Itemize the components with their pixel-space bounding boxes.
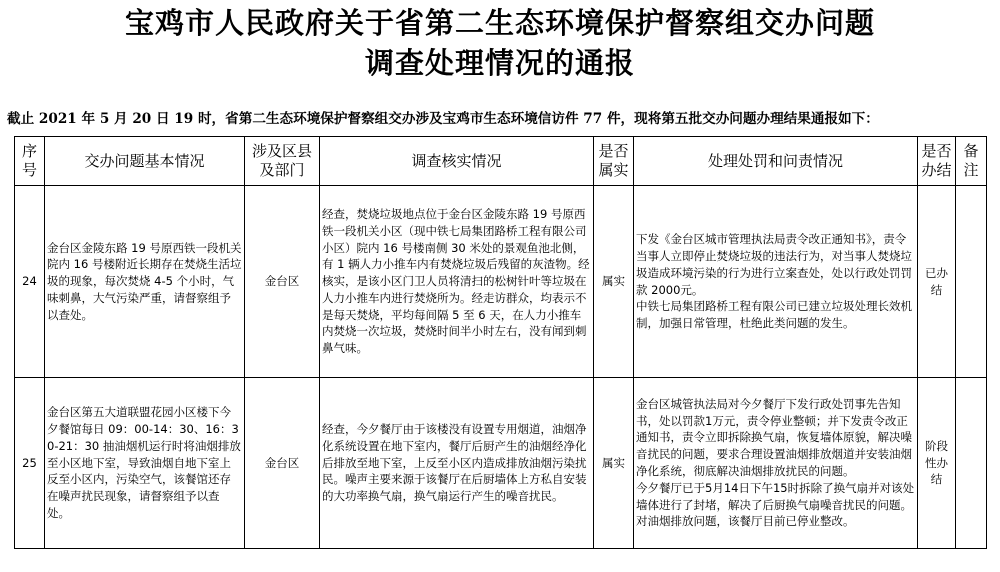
table-row <box>15 186 987 378</box>
cell-note <box>956 186 987 378</box>
cell-investigation: 经查，今夕餐厅由于该楼没有设置专用烟道，油烟净化系统设置在地下室内，餐厅后厨产生的油烟经净化后排放至地下室，上反至小区内造成排放油烟污染扰民。噪声主要来源于该餐厅在后厨墙体上方私自安装的大功率换气扇，换气扇运行产生的噪音扰民。 <box>320 378 594 549</box>
cell-done: 阶段性办结 <box>918 378 956 549</box>
header-note: 备注 <box>956 137 987 186</box>
document-title-line2: 调查处理情况的通报 <box>364 46 635 80</box>
header-verified: 是否属实 <box>594 137 634 186</box>
document-title-line1: 宝鸡市人民政府关于省第二生态环境保护督察组交办问题 <box>124 6 875 40</box>
header-investigation: 调查核实情况 <box>320 137 594 186</box>
cell-handling <box>634 186 918 378</box>
header-handling: 处理处罚和问责情况 <box>634 137 918 186</box>
cell-issue: 金台区金陵东路 19 号原西铁一段机关院内 16 号楼附近长期存在焚烧生活垃圾的现象，每次焚烧 4-5 个小时，气味刺鼻，大气污染严重，请督察组予以查处。 <box>45 186 245 378</box>
cell-done: 已办结 <box>918 186 956 378</box>
table-header-row <box>15 137 987 186</box>
cell-verified: 属实 <box>594 378 634 549</box>
cell-issue: 金台区第五大道联盟花园小区楼下今夕餐馆每日 09：00-14：30、16：30-21：30 抽油烟机运行时将油烟排放至小区地下室，导致油烟自地下室上反至小区内，污染空气，该餐馆还存在噪声扰民现象，请督察组予以查处。 <box>45 378 245 549</box>
cell-verified: 属实 <box>594 186 634 378</box>
cell-handling <box>634 378 918 549</box>
cell-investigation: 经查，焚烧垃圾地点位于金台区金陵东路 19 号原西铁一段机关小区（现中铁七局集团路桥工程有限公司小区）院内 16 号楼南侧 30 米处的景观鱼池北侧，有 1 辆人力小推车内有焚烧垃圾后残留的灰渣物。经核实，是该小区门卫人员将清扫的松树针叶等垃圾在人力小推车内进行焚烧所为。经走访群众，均表示不是每天焚烧，平均每间隔 5 至 6 天，在人力小推车内焚烧一次垃圾，焚烧时间半小时左右，没有闻到刺鼻气味。 <box>320 186 594 378</box>
header-done: 是否办结 <box>918 137 956 186</box>
header-district: 涉及区县及部门 <box>245 137 320 186</box>
handling-paragraph-2: 中铁七局集团路桥工程有限公司已建立垃圾处理长效机制，加强日常管理，杜绝此类问题的发生。 <box>636 299 912 331</box>
handling-paragraph-1: 金台区城管执法局对今夕餐厅下发行政处罚事先告知书，处以罚款1万元，责令停业整顿；并下发责令改正通知书，责令立即拆除换气扇，恢复墙体原貌，解决噪音扰民的问题，要求合理设置油烟排放烟道并安装油烟净化系统，彻底解决油烟排放扰民的问题。 <box>636 396 912 478</box>
handling-paragraph-2: 今夕餐厅已于5月14日下午15时拆除了换气扇并对该处墙体进行了封堵，解决了后厨换气扇噪音扰民的问题。对油烟排放问题，该餐厅目前已停业整改。 <box>636 480 915 529</box>
header-seq: 序号 <box>15 137 45 186</box>
cell-district: 金台区 <box>245 186 320 378</box>
handling-paragraph-1: 下发《金台区城市管理执法局责令改正通知书》，责令当事人立即停止焚烧垃圾的违法行为，对当事人焚烧垃圾造成环境污染的行为进行立案查处，处以行政处罚罚款 2000元。 <box>636 232 912 297</box>
header-issue: 交办问题基本情况 <box>45 137 245 186</box>
cell-district: 金台区 <box>245 378 320 549</box>
issues-table <box>14 136 987 549</box>
intro-paragraph: 截止 2021 年 5 月 20 日 19 时，省第二生态环境保护督察组交办涉及宝鸡市生态环境信访件 77 件，现将第五批交办问题办理结果通报如下： <box>7 111 879 127</box>
cell-note <box>956 378 987 549</box>
table-row <box>15 378 987 549</box>
cell-seq: 25 <box>15 378 45 549</box>
cell-seq: 24 <box>15 186 45 378</box>
